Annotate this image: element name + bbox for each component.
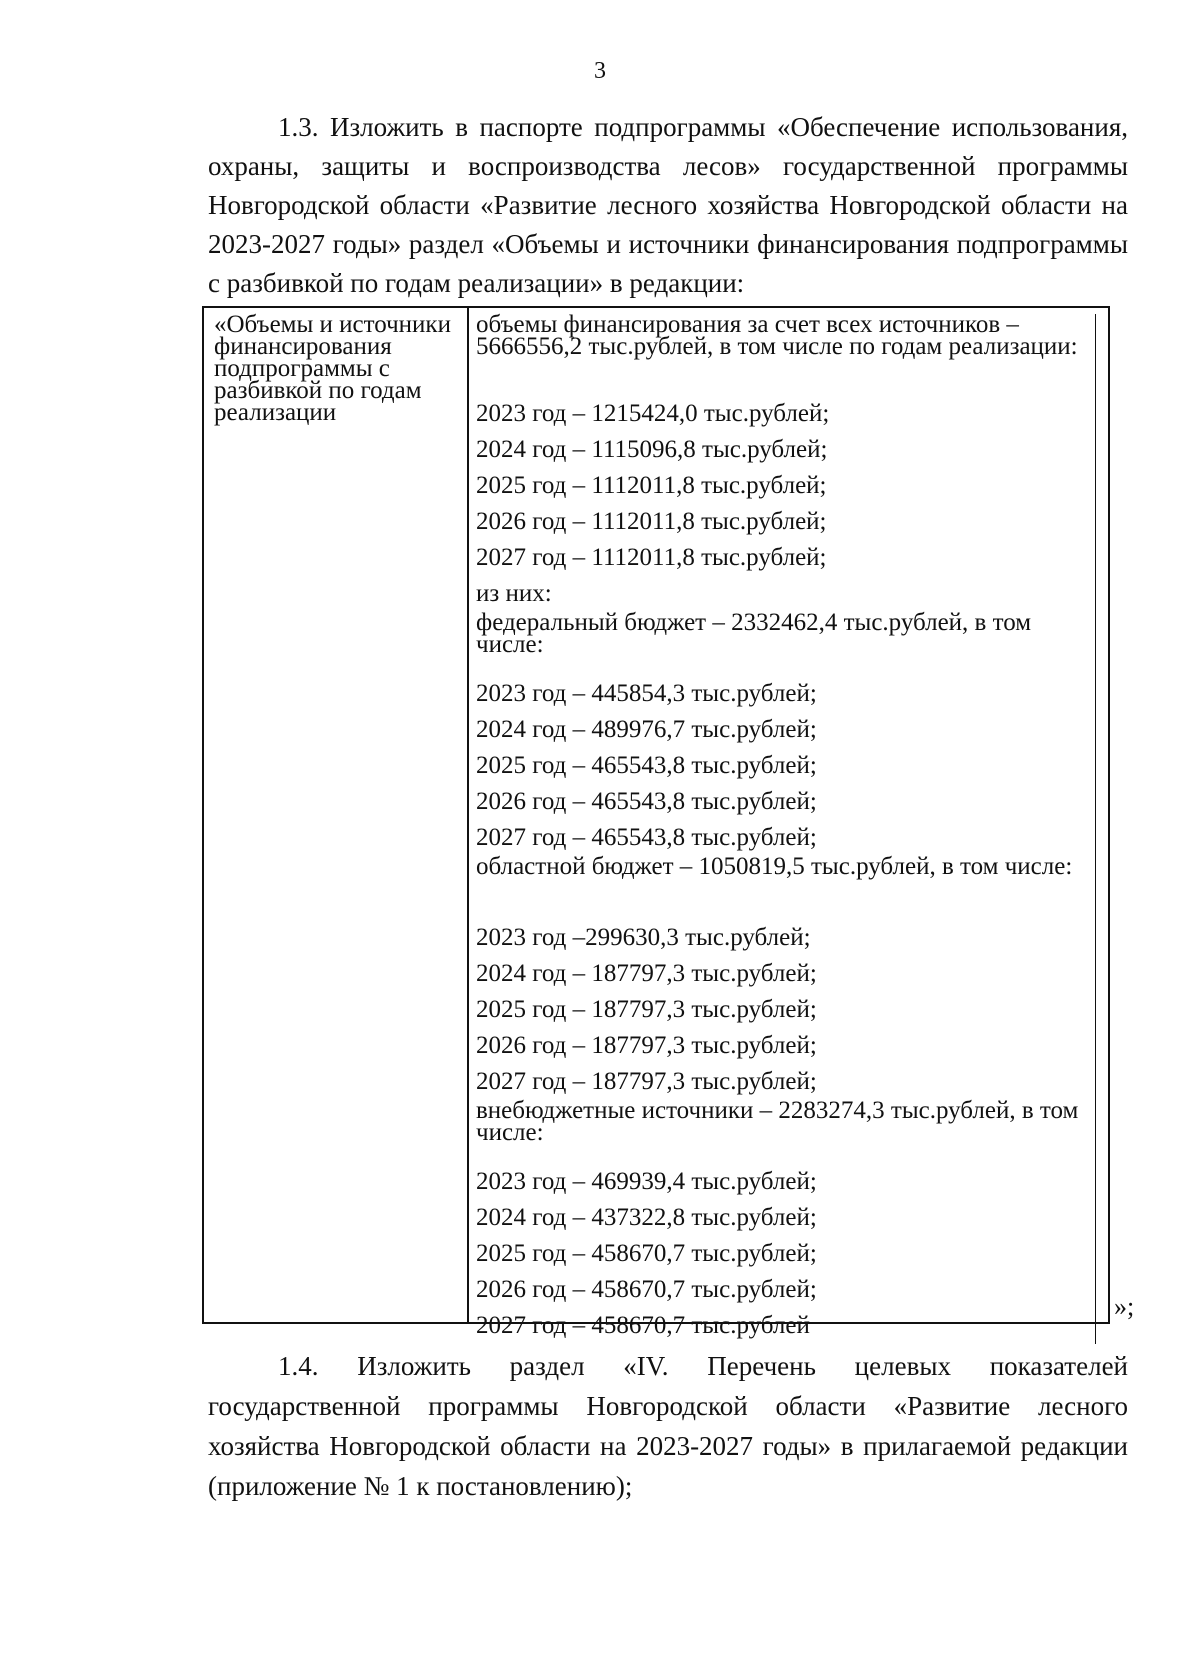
total-year-2026: 2026 год – 1112011,8 тыс.рублей; (476, 504, 1096, 540)
regional-year-2026: 2026 год – 187797,3 тыс.рублей; (476, 1028, 1096, 1064)
regional-year-2023: 2023 год –299630,3 тыс.рублей; (476, 920, 1096, 956)
column-divider (467, 308, 469, 1322)
passport-values (476, 311, 1096, 1344)
total-financing: объемы финансирования за счет всех источников – 5666556,2 тыс.рублей, в том числе по годам реализации: (476, 314, 1096, 396)
extrabudget-year-2023: 2023 год – 469939,4 тыс.рублей; (476, 1164, 1096, 1200)
passport-label: «Объемы и источники финансирования подпрограммы с разбивкой по годам реализации (214, 311, 451, 426)
extrabudget-year-2026: 2026 год – 458670,7 тыс.рублей; (476, 1272, 1096, 1308)
paragraph-1-3 (208, 108, 1128, 303)
extrabudget-year-2027: 2027 год – 458670,7 тыс.рублей (476, 1308, 1096, 1344)
regional-year-2027: 2027 год – 187797,3 тыс.рублей; (476, 1064, 1096, 1100)
passport-table (202, 306, 1110, 1339)
paragraph-1-4-text: 1.4. Изложить раздел «IV. Перечень целевых показателей государственной программы Новгородской области «Развитие лесного хозяйства Новгородской области на 2023-2027 годы» в прилагаемой редакции (приложение № 1 к постановлению); (208, 1351, 1128, 1501)
closing-quote: »; (1114, 1292, 1135, 1321)
paragraph-1-3-text: 1.3. Изложить в паспорте подпрограммы «Обеспечение использования, охраны, защиты и воспроизводства лесов» государственной программы Новгородской области «Развитие лесного хозяйства Новгородской области на 2023-2027 годы» раздел «Объемы и источники финансирования подпрограммы с разбивкой по годам реализации» в редакции: (208, 112, 1128, 298)
federal-year-2027: 2027 год – 465543,8 тыс.рублей; (476, 820, 1096, 856)
regional-year-2024: 2024 год – 187797,3 тыс.рублей; (476, 956, 1096, 992)
regional-year-2025: 2025 год – 187797,3 тыс.рублей; (476, 992, 1096, 1028)
federal-year-2025: 2025 год – 465543,8 тыс.рублей; (476, 748, 1096, 784)
regional-budget: областной бюджет – 1050819,5 тыс.рублей, в том числе: (476, 856, 1096, 920)
federal-budget: федеральный бюджет – 2332462,4 тыс.рублей, в том числе: (476, 612, 1096, 676)
extrabudget-sources: внебюджетные источники – 2283274,3 тыс.рублей, в том числе: (476, 1100, 1096, 1164)
of-them-label: из них: (476, 576, 1096, 612)
federal-year-2024: 2024 год – 489976,7 тыс.рублей; (476, 712, 1096, 748)
total-year-2023: 2023 год – 1215424,0 тыс.рублей; (476, 396, 1096, 432)
federal-year-2023: 2023 год – 445854,3 тыс.рублей; (476, 676, 1096, 712)
total-year-2024: 2024 год – 1115096,8 тыс.рублей; (476, 432, 1096, 468)
extrabudget-year-2025: 2025 год – 458670,7 тыс.рублей; (476, 1236, 1096, 1272)
federal-year-2026: 2026 год – 465543,8 тыс.рублей; (476, 784, 1096, 820)
total-year-2027: 2027 год – 1112011,8 тыс.рублей; (476, 540, 1096, 576)
extrabudget-year-2024: 2024 год – 437322,8 тыс.рублей; (476, 1200, 1096, 1236)
total-year-2025: 2025 год – 1112011,8 тыс.рублей; (476, 468, 1096, 504)
paragraph-1-4 (208, 1346, 1128, 1506)
page-number: 3 (594, 58, 606, 84)
